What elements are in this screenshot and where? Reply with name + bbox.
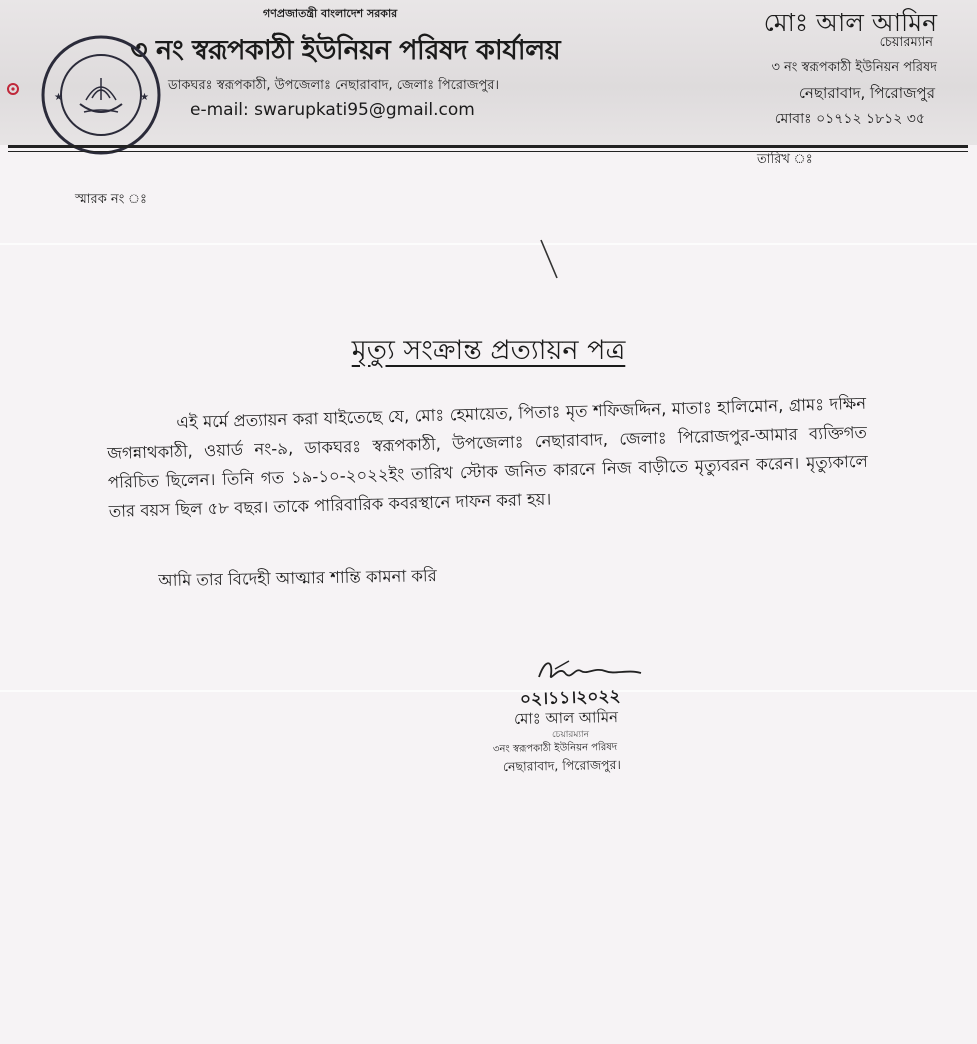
closing-line: আমি তার বিদেহী আত্মার শান্তি কামনা করি [158,566,437,590]
paper-fold [0,690,977,692]
chairman-union: ৩ নং স্বরূপকাঠী ইউনিয়ন পরিষদ [771,60,937,75]
certificate-body [106,389,869,526]
chairman-signature [535,655,645,687]
svg-text:★: ★ [54,92,63,103]
office-address: ডাকঘরঃ স্বরূপকাঠী, উপজেলাঃ নেছারাবাদ, জেলাঃ পিরোজপুর। [168,78,500,93]
header-divider [8,145,968,148]
paper-fold [0,243,977,245]
svg-text:★: ★ [140,92,149,103]
signatory-union: ৩নং স্বরূপকাঠী ইউনিয়ন পরিষদ [492,741,618,756]
chairman-area: নেছারাবাদ, পিরোজপুর [798,84,935,102]
chairman-name: মোঃ আল আমিন [763,8,937,37]
header-divider-thin [8,151,968,152]
office-name: ৩ নং স্বরূপকাঠী ইউনিয়ন পরিষদ কার্যালয় [130,35,561,66]
signatory-area: নেছারাবাদ, পিরোজপুর। [502,756,622,775]
certificate-body-text: এই মর্মে প্রত্যায়ন করা যাইতেছে যে, মোঃ হেমায়েত, পিতাঃ মৃত শফিজদ্দিন, মাতাঃ হালিমোন, গ্রামঃ দক্ষিন জগন্নাথকাঠী, ওয়ার্ড নং-৯, ডাকঘরঃ স্বরূপকাঠী, উপজেলাঃ নেছারাবাদ, জেলাঃ পিরোজপুর-আমার ব্যক্তিগত পরিচিত ছিলেন। তিনি গত ১৯-১০-২০২২ইং তারিখ স্টোক জনিত কারনে নিজ বাড়ীতে মৃত্যুবরন করেন। মৃত্যুকালে তার বয়স ছিল ৫৮ বছর। তাকে পারিবারিক কবরস্থানে দাফন করা হয়। [106,393,868,521]
chairman-title: চেয়ারম্যান [879,35,933,50]
document-title: মৃত্যু সংক্রান্ত প্রত্যায়ন পত্র [351,335,626,366]
office-email: e-mail: swarupkati95@gmail.com [190,100,475,120]
government-heading: গণপ্রজাতন্ত্রী বাংলাদেশ সরকার [263,7,398,20]
signatory-title: চেয়ারম্যান [552,730,589,740]
chairman-mobile: মোবাঃ ০১৭১২ ১৮১২ ৩৫ [774,111,925,127]
union-seal-icon [40,34,162,156]
date-label: তারিখ ঃ [757,152,813,167]
pen-mark [535,238,565,284]
signatory-name: মোঃ আল আমিন [513,708,619,728]
memo-number-label: স্মারক নং ঃ [75,192,147,207]
red-mark-icon [7,83,19,95]
signature-date: ০২।১১।২০২২ [519,686,621,710]
